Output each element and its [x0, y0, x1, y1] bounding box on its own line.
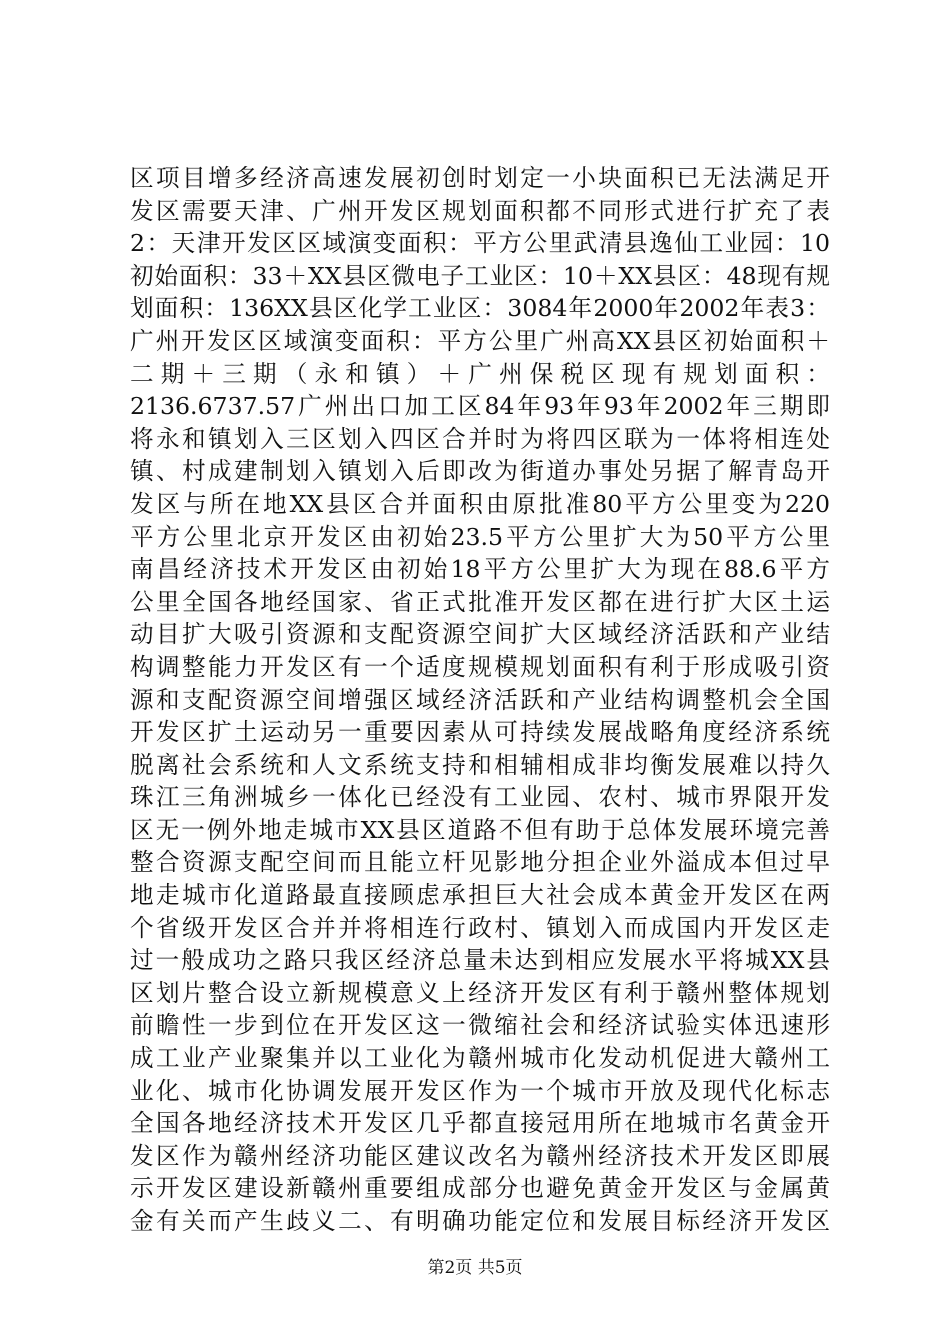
text-line: 全国各地经济技术开发区几乎都直接冠用所在地城市名黄金开 — [130, 1109, 830, 1138]
text-line: 发区与所在地XX县区合并面积由原批准80平方公里变为220 — [130, 489, 830, 518]
text-line: 划面积：136XX县区化学工业区：3084年2000年2002年表3： — [130, 294, 830, 323]
text-line: 地走城市化道路最直接顾虑承担巨大社会成本黄金开发区在两 — [130, 881, 830, 910]
text-line: 开发区扩土运动另一重要因素从可持续发展战略角度经济系统 — [130, 718, 830, 747]
text-line: 发区需要天津、广州开发区规划面积都不同形式进行扩充了表 — [130, 196, 830, 225]
text-line: 金有关而产生歧义二、有明确功能定位和发展目标经济开发区 — [130, 1207, 830, 1235]
text-line: 镇、村成建制划入镇划入后即改为街道办事处另据了解青岛开 — [130, 457, 830, 486]
text-line: 动目扩大吸引资源和支配资源空间扩大区域经济活跃和产业结 — [130, 620, 830, 649]
text-line: 公里全国各地经国家、省正式批准开发区都在进行扩大区土运 — [130, 587, 830, 616]
text-line: 2：天津开发区区域演变面积：平方公里武清县逸仙工业园：10 — [130, 229, 830, 258]
text-line: 发区作为赣州经济功能区建议改名为赣州经济技术开发区即展 — [130, 1141, 830, 1170]
text-line: 南昌经济技术开发区由初始18平方公里扩大为现在88.6平方 — [130, 555, 830, 584]
text-line: 区划片整合设立新规模意义上经济开发区有利于赣州整体规划 — [130, 978, 830, 1007]
text-line: 过一般成功之路只我区经济总量未达到相应发展水平将城XX县 — [130, 946, 830, 975]
body-text — [130, 162, 830, 1238]
page-number-footer: 第2页 共5页 — [427, 1258, 523, 1278]
text-line: 珠江三角洲城乡一体化已经没有工业园、农村、城市界限开发 — [130, 783, 830, 812]
text-line: 将永和镇划入三区划入四区合并时为将四区联为一体将相连处 — [130, 424, 830, 453]
text-line: 示开发区建设新赣州重要组成部分也避免黄金开发区与金属黄 — [130, 1174, 830, 1203]
text-line: 整合资源支配空间而且能立杆见影地分担企业外溢成本但过早 — [130, 848, 830, 877]
text-line: 个省级开发区合并并将相连行政村、镇划入而成国内开发区走 — [130, 913, 830, 942]
text-line: 源和支配资源空间增强区域经济活跃和产业结构调整机会全国 — [130, 685, 830, 714]
text-line: 区项目增多经济高速发展初创时划定一小块面积已无法满足开 — [130, 164, 830, 192]
text-line: 区无一例外地走城市XX县区道路不但有助于总体发展环境完善 — [130, 815, 830, 844]
text-line: 广州开发区区域演变面积：平方公里广州高XX县区初始面积＋ — [130, 326, 830, 355]
text-line: 2136.6737.57广州出口加工区84年93年93年2002年三期即 — [130, 392, 830, 421]
text-line: 平方公里北京开发区由初始23.5平方公里扩大为50平方公里 — [130, 522, 830, 551]
text-line: 业化、城市化协调发展开发区作为一个城市开放及现代化标志 — [130, 1076, 830, 1105]
text-line: 脱离社会系统和人文系统支持和相辅相成非均衡发展难以持久 — [130, 750, 830, 779]
text-line: 二期＋三期（永和镇）＋广州保税区现有规划面积： — [130, 359, 830, 388]
text-line: 成工业产业聚集并以工业化为赣州城市化发动机促进大赣州工 — [130, 1044, 830, 1073]
text-line: 构调整能力开发区有一个适度规模规划面积有利于形成吸引资 — [130, 652, 830, 681]
text-line: 初始面积：33＋XX县区微电子工业区：10＋XX县区：48现有规 — [130, 261, 830, 290]
text-line: 前瞻性一步到位在开发区这一微缩社会和经济试验实体迅速形 — [130, 1011, 830, 1040]
